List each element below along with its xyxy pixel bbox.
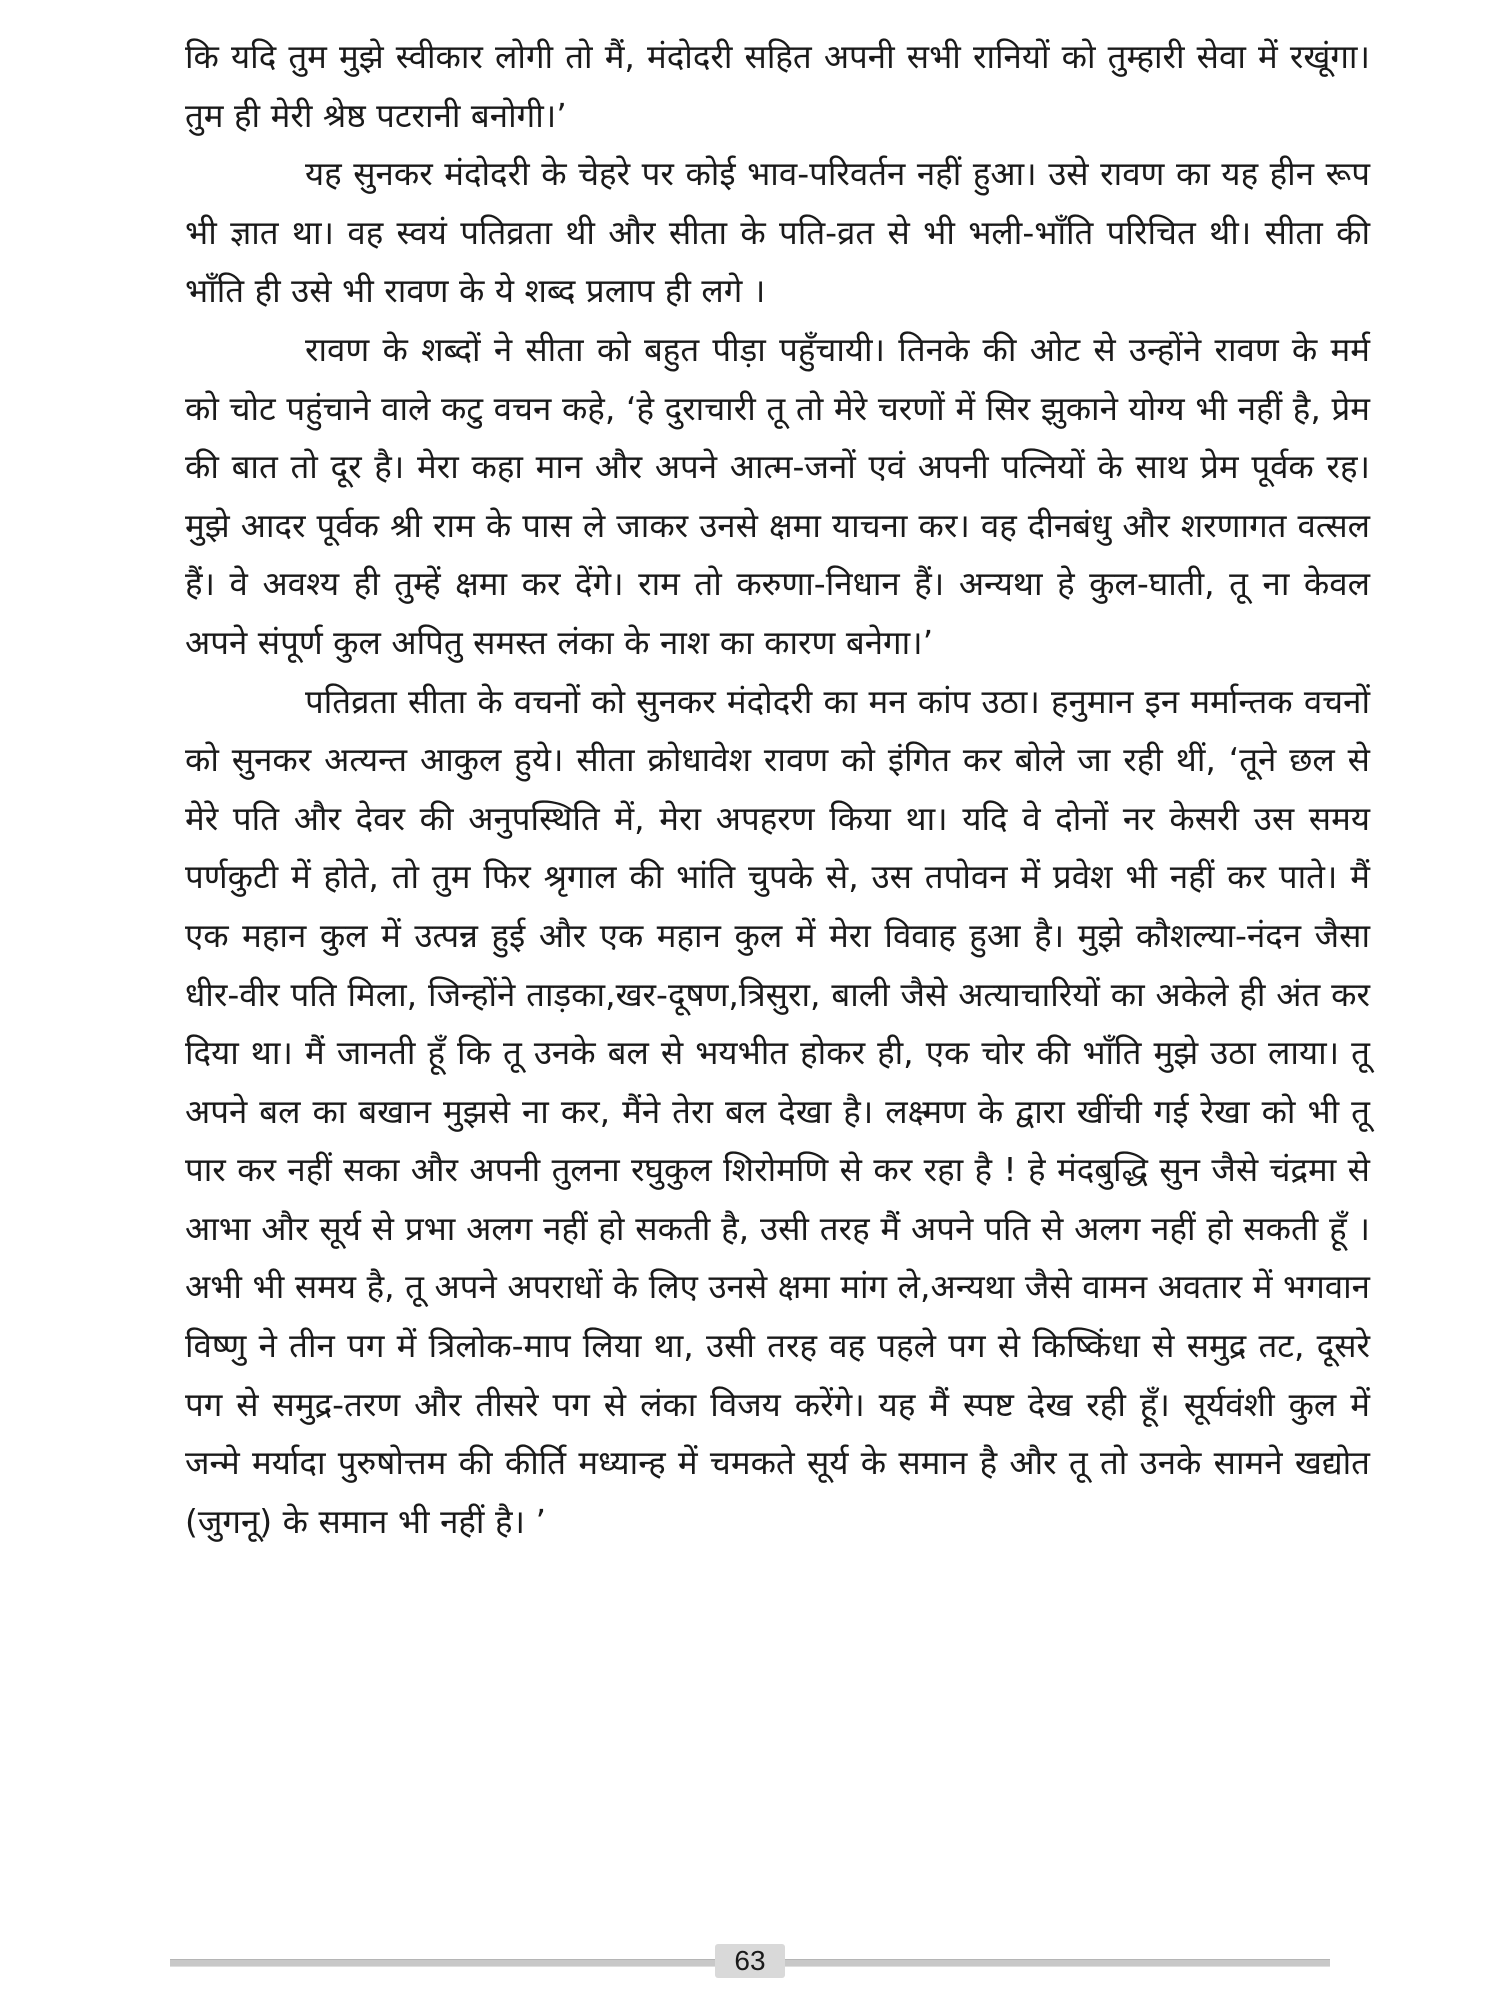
footer-rule-left <box>170 1959 715 1967</box>
page-footer <box>170 1944 1330 1978</box>
paragraph-3: रावण के शब्दों ने सीता को बहुत पीड़ा पहुँचायी। तिनके की ओट से उन्होंने रावण के मर्म को चोट पहुंचाने वाले कटु वचन कहे, ‘हे दुराचारी तू तो मेरे चरणों में सिर झुकाने योग्य भी नहीं है, प्रेम की बात तो दूर है। मेरा कहा मान और अपने आत्म-जनों एवं अपनी पत्नियों के साथ प्रेम पूर्वक रह। मुझे आदर पूर्वक श्री राम के पास ले जाकर उनसे क्षमा याचना कर। वह दीनबंधु और शरणागत वत्सल हैं। वे अवश्य ही तुम्हें क्षमा कर देंगे। राम तो करुणा-निधान हैं। अन्यथा हे कुल-घाती, तू ना केवल अपने संपूर्ण कुल अपितु समस्त लंका के नाश का कारण बनेगा।’ <box>185 329 1371 662</box>
paragraph-2: यह सुनकर मंदोदरी के चेहरे पर कोई भाव-परिवर्तन नहीं हुआ। उसे रावण का यह हीन रूप भी ज्ञात था। वह स्वयं पतिव्रता थी और सीता के पति-व्रत से भी भली-भाँति परिचित थी। सीता की भाँति ही उसे भी रावण के ये शब्द प्रलाप ही लगे । <box>185 154 1370 311</box>
page-number: 63 <box>715 1944 785 1978</box>
paragraph-1: कि यदि तुम मुझे स्वीकार लोगी तो मैं, मंदोदरी सहित अपनी सभी रानियों को तुम्हारी सेवा में रखूंगा। तुम ही मेरी श्रेष्ठ पटरानी बनोगी।’ <box>185 37 1370 135</box>
paragraph-4: पतिव्रता सीता के वचनों को सुनकर मंदोदरी का मन कांप उठा। हनुमान इन मर्मान्तक वचनों को सुनकर अत्यन्त आकुल हुये। सीता क्रोधावेश रावण को इंगित कर बोले जा रही थीं, ‘तूने छल से मेरे पति और देवर की अनुपस्थिति में, मेरा अपहरण किया था। यदि वे दोनों नर केसरी उस समय पर्णकुटी में होते, तो तुम फिर श्रृगाल की भांति चुपके से, उस तपोवन में प्रवेश भी नहीं कर पाते। मैं एक महान कुल में उत्पन्न हुई और एक महान कुल में मेरा विवाह हुआ है। मुझे कौशल्या-नंदन जैसा धीर-वीर पति मिला, जिन्होंने ताड़का,खर-दूषण,त्रिसुरा, बाली जैसे अत्याचारियों का अकेले ही अंत कर दिया था। मैं जानती हूँ कि तू उनके बल से भयभीत होकर ही, एक चोर की भाँति मुझे उठा लाया। तू अपने बल का बखान मुझसे ना कर, मैंने तेरा बल देखा है। लक्ष्मण के द्वारा खींची गई रेखा को भी तू पार कर नहीं सका और अपनी तुलना रघुकुल शिरोमणि से कर रहा है ! हे मंदबुद्धि सुन जैसे चंद्रमा से आभा और सूर्य से प्रभा अलग नहीं हो सकती है, उसी तरह मैं अपने पति से अलग नहीं हो सकती हूँ । अभी भी समय है, तू अपने अपराधों के लिए उनसे क्षमा मांग ले,अन्यथा जैसे वामन अवतार में भगवान विष्णु ने तीन पग में त्रिलोक-माप लिया था, उसी तरह वह पहले पग से किष्किंधा से समुद्र तट, दूसरे पग से समुद्र-तरण और तीसरे पग से लंका विजय करेंगे। यह मैं स्पष्ट देख रही हूँ। सूर्यवंशी कुल में जन्मे मर्यादा पुरुषोत्तम की कीर्ति मध्यान्ह में चमकते सूर्य के समान है और तू तो उनके सामने खद्योत (जुगनू) के समान भी नहीं है। ’ <box>185 681 1370 1541</box>
page-body <box>185 28 1370 1551</box>
footer-rule-right <box>785 1959 1330 1967</box>
